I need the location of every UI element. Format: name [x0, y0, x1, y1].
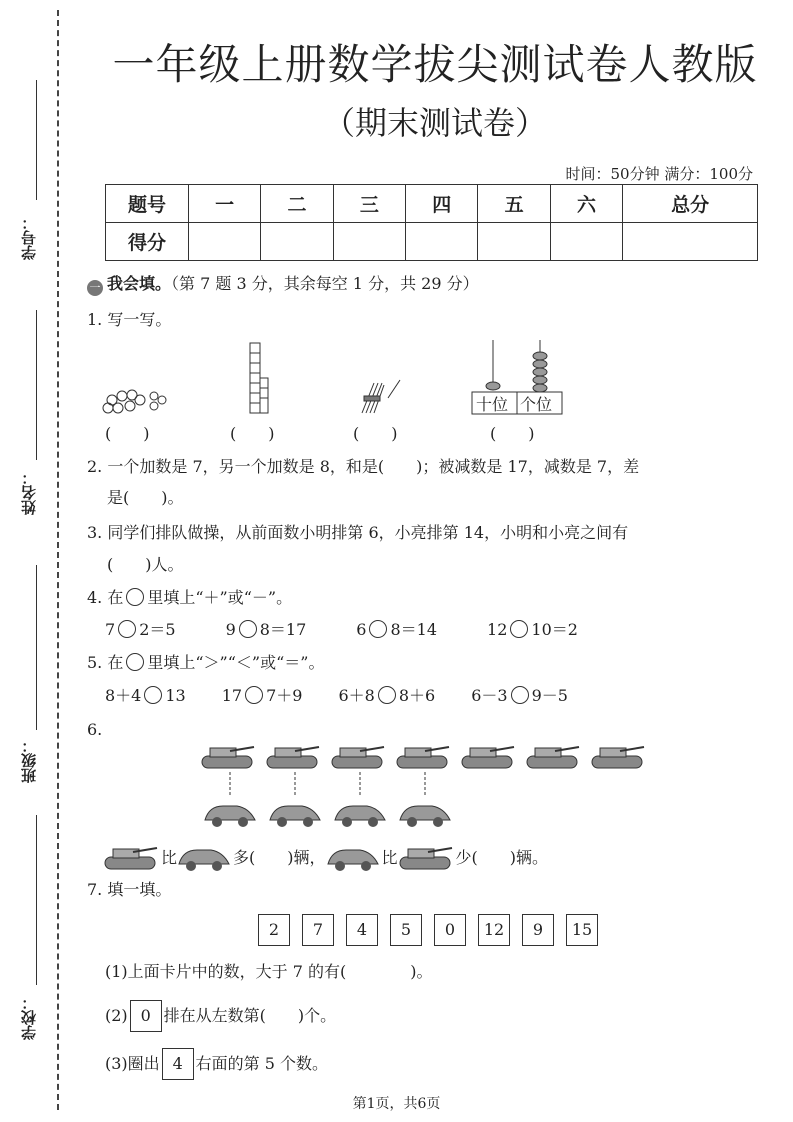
answer-circle[interactable]: [239, 620, 257, 638]
q4-item: [487, 620, 578, 640]
answer-circle[interactable]: [144, 686, 162, 704]
sticks-bundle-icon: [362, 380, 400, 413]
score-cell[interactable]: [623, 223, 758, 261]
exam-title: 一年级上册数学拔尖测试卷人教版: [112, 40, 758, 89]
q4-right: 10＝2: [531, 620, 578, 639]
time-info: 时间：50分钟 满分：100分: [565, 165, 753, 183]
answer-circle[interactable]: [245, 686, 263, 704]
q5-left: 17: [221, 686, 243, 705]
q6-text: 比: [381, 848, 398, 867]
q4-right: 2＝5: [139, 620, 176, 639]
q6-text: 比: [161, 848, 178, 867]
section-note: （第 7 题 3 分，其余每空 1 分，共 29 分）: [171, 274, 479, 293]
q5-suffix: 里填上“＞”“＜”或“＝”。: [147, 653, 325, 672]
q6-text: 多( )辆，: [233, 848, 326, 867]
q5-item: [338, 686, 435, 706]
q4-item: [226, 620, 307, 640]
score-cell[interactable]: [189, 223, 261, 261]
abacus-tens-label: 十位: [476, 395, 509, 414]
q4-left: 9: [225, 620, 236, 639]
number-card: 0: [434, 914, 466, 946]
tank-icon: [398, 843, 456, 873]
page-footer: 第1页，共6页: [352, 1096, 441, 1112]
number-card: 12: [478, 914, 510, 946]
q5-left: 8＋4: [105, 686, 142, 705]
q4-text: [87, 588, 292, 608]
header-cell: 总分: [623, 185, 758, 223]
car-icon: [205, 806, 450, 827]
q1-blank[interactable]: ( ): [230, 424, 275, 443]
school-label: 学校：: [20, 995, 38, 1040]
abacus-ones-label: 个位: [520, 395, 553, 414]
number-card: 4: [346, 914, 378, 946]
q7-sub3: [105, 1048, 328, 1080]
q3-line1: 3. 同学们排队做操，从前面数小明排第 6，小亮排第 14，小明和小亮之间有: [87, 523, 629, 542]
number-card: 15: [566, 914, 598, 946]
q1-blank[interactable]: ( ): [490, 424, 535, 443]
q7-label: 7. 填一填。: [87, 880, 172, 899]
score-cell[interactable]: [550, 223, 622, 261]
q5-item: [222, 686, 303, 706]
header-cell: 三: [333, 185, 405, 223]
tank-icon: [202, 747, 644, 768]
score-table: [105, 184, 758, 261]
q6-text: 少( )辆。: [455, 848, 549, 867]
tank-icon: [103, 843, 161, 873]
q2-line1: 2. 一个加数是 7，另一个加数是 8，和是( )；被减数是 17，减数是 7，差: [87, 457, 640, 476]
score-cell[interactable]: [406, 223, 478, 261]
header-cell: 题号: [106, 185, 189, 223]
q5-item: [105, 686, 186, 706]
score-row-label: 得分: [106, 223, 189, 261]
number-card: 2: [258, 914, 290, 946]
q6-sentence: [103, 842, 548, 874]
q7-sub1: (1)上面卡片中的数，大于 7 的有( )。: [105, 962, 433, 981]
q7-sub3-prefix: (3)圈出: [105, 1054, 160, 1073]
name-label: 姓名：: [20, 470, 38, 515]
q4-left: 7: [105, 620, 116, 639]
q6-illustration: [200, 742, 660, 832]
q4-item: [356, 620, 437, 640]
car-icon: [177, 842, 233, 874]
answer-circle[interactable]: [510, 620, 528, 638]
q7-sub2: [105, 1000, 336, 1032]
binding-dashed-line: [57, 10, 59, 1110]
answer-circle[interactable]: [369, 620, 387, 638]
circle-icon: [126, 588, 144, 606]
score-row: [106, 223, 758, 261]
section-title: 我会填。: [107, 274, 172, 293]
q5-text: [87, 653, 324, 673]
answer-circle[interactable]: [118, 620, 136, 638]
q4-item: [105, 620, 176, 640]
number-cards: [258, 914, 610, 946]
q1-blank[interactable]: ( ): [105, 424, 150, 443]
header-cell: 二: [261, 185, 333, 223]
q5-right: 8＋6: [398, 686, 436, 705]
q4-right: 8＝14: [390, 620, 438, 639]
section-1-heading: [87, 274, 479, 296]
q5-right: 13: [165, 686, 186, 705]
student-id-label: 学号：: [20, 215, 38, 260]
q5-items: [105, 686, 745, 706]
q1-text: 1. 写一写。: [87, 310, 172, 329]
class-label: 班级：: [20, 738, 38, 783]
number-card: 9: [522, 914, 554, 946]
q5-right: 9－5: [531, 686, 568, 705]
name-line: [36, 310, 37, 460]
score-cell[interactable]: [261, 223, 333, 261]
q4-left: 12: [487, 620, 508, 639]
answer-circle[interactable]: [378, 686, 396, 704]
beads-icon: [103, 390, 166, 413]
student-id-line: [36, 80, 37, 200]
q3-line2: ( )人。: [107, 555, 184, 574]
q4-left: 6: [356, 620, 367, 639]
score-cell[interactable]: [333, 223, 405, 261]
q7-sub2-text: 排在从左数第( )个。: [163, 1006, 337, 1025]
q5-left: 6＋8: [338, 686, 375, 705]
q4-prefix: 4. 在: [87, 588, 124, 607]
q5-prefix: 5. 在: [87, 653, 124, 672]
q4-right: 8＝17: [259, 620, 307, 639]
cubes-icon: [250, 343, 268, 413]
number-card: 5: [390, 914, 422, 946]
score-cell[interactable]: [478, 223, 550, 261]
q1-blank[interactable]: ( ): [353, 424, 398, 443]
answer-circle[interactable]: [511, 686, 529, 704]
header-cell: 一: [189, 185, 261, 223]
section-number-icon: 一: [87, 280, 103, 296]
q4-items: [105, 620, 725, 640]
q5-item: [471, 686, 568, 706]
class-line: [36, 565, 37, 730]
q7-sub2-prefix: (2): [105, 1006, 128, 1025]
q4-suffix: 里填上“＋”或“－”。: [147, 588, 293, 607]
circle-icon: [126, 653, 144, 671]
q2-line2: 是( )。: [107, 488, 184, 507]
q5-right: 7＋9: [266, 686, 303, 705]
number-card: 0: [130, 1000, 162, 1032]
score-header-row: [106, 185, 758, 223]
q7-sub3-text: 右面的第 5 个数。: [195, 1054, 329, 1073]
number-card: 4: [162, 1048, 194, 1080]
number-card: 7: [302, 914, 334, 946]
header-cell: 六: [550, 185, 622, 223]
header-cell: 四: [406, 185, 478, 223]
school-line: [36, 815, 37, 985]
header-cell: 五: [478, 185, 550, 223]
q5-left: 6－3: [471, 686, 508, 705]
car-icon: [326, 842, 382, 874]
q6-label: 6.: [87, 720, 103, 739]
exam-subtitle: （期末测试卷）: [322, 104, 547, 142]
